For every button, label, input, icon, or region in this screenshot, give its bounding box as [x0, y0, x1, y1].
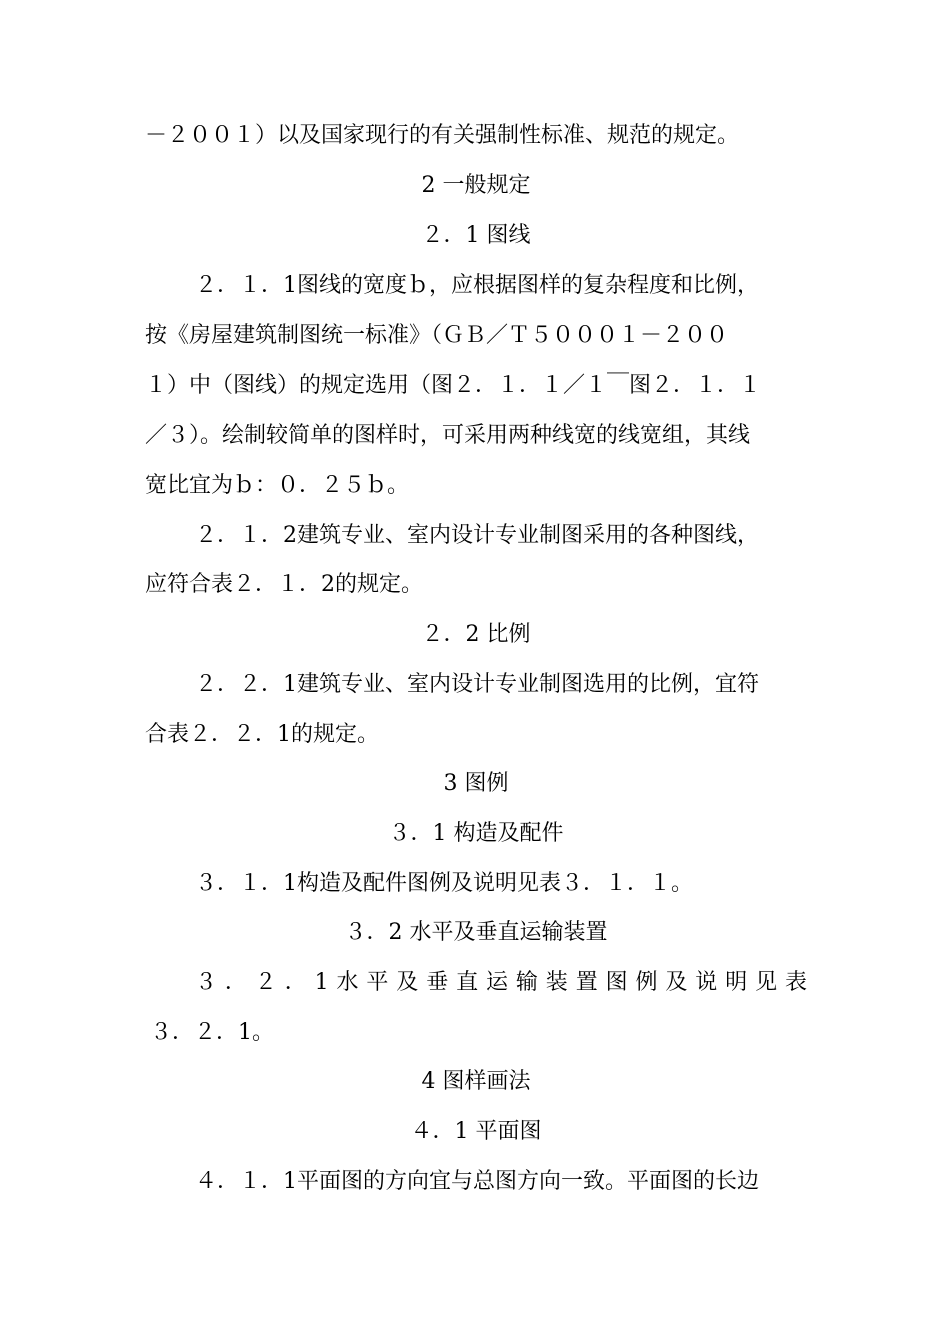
clause-2-1-1-line-4: ／３）。绘制较简单的图样时，可采用两种线宽的线宽组，其线 [145, 423, 751, 448]
section-heading-3: 3 图例 [443, 771, 509, 796]
clause-2-1-2-line-1: ２．１．2建筑专业、室内设计专业制图采用的各种图线， [195, 523, 759, 548]
clause-2-1-1-line-3: １）中（图线）的规定选用（图２．１．１／１￣图２．１．１ [145, 373, 762, 398]
clause-2-1-1-line-5: 宽比宜为ｂ：０．２５ｂ。 [145, 473, 410, 498]
clause-2-1-2-line-2: 应符合表２．１．2的规定。 [145, 572, 423, 597]
clause-2-1-1-line-2: 按《房屋建筑制图统一标准》（ＧＢ／Ｔ５０００１－２００ [145, 323, 729, 348]
section-heading-4: 4 图样画法 [421, 1069, 531, 1094]
clause-3-2-1-line-2: ３．２．1。 [150, 1020, 274, 1045]
section-heading-3-2: ３．2 水平及垂直运输装置 [344, 920, 608, 945]
clause-3-2-1-line-1: ３．２．1水平及垂直运输装置图例及说明见表 [195, 970, 807, 995]
section-heading-2-1: ２．1 图线 [421, 223, 531, 248]
section-heading-2-2: ２．2 比例 [421, 622, 531, 647]
section-heading-4-1: ４．1 平面图 [410, 1119, 542, 1144]
clause-2-2-1-line-2: 合表２．２．1的规定。 [145, 722, 379, 747]
clause-4-1-1-line-1: ４．１．1平面图的方向宜与总图方向一致。平面图的长边 [195, 1169, 759, 1194]
clause-2-2-1-line-1: ２．２．1建筑专业、室内设计专业制图选用的比例，宜符 [195, 672, 759, 697]
text-line-continuation: －２００１）以及国家现行的有关强制性标准、规范的规定。 [145, 123, 740, 148]
clause-2-1-1-line-1: ２．１．1图线的宽度ｂ，应根据图样的复杂程度和比例， [195, 273, 759, 298]
section-heading-2: 2 一般规定 [421, 173, 531, 198]
clause-3-1-1: ３．１．1构造及配件图例及说明见表３．１．１。 [195, 871, 693, 896]
section-heading-3-1: ３．1 构造及配件 [388, 821, 564, 846]
